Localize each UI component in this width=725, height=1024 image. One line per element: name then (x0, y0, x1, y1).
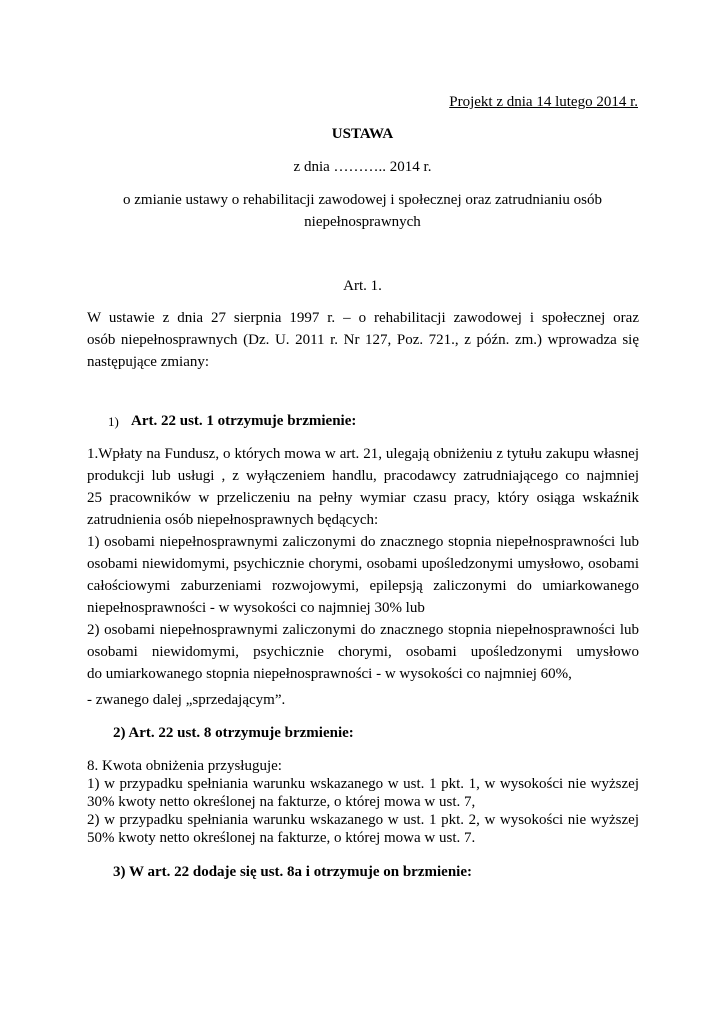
change-1-number: 1) (108, 414, 119, 429)
draft-date: Projekt z dnia 14 lutego 2014 r. (449, 94, 638, 110)
change-2-line: 1) w przypadku spełniania warunku wskazanego w ust. 1 pkt. 1, w wysokości nie wyższej (87, 776, 639, 792)
act-subject-line-2: niepełnosprawnych (304, 214, 421, 230)
change-2-line: 50% kwoty netto określonej na fakturze, o której mowa w ust. 7. (87, 830, 476, 846)
change-1-heading: Art. 22 ust. 1 otrzymuje brzmienie: (131, 413, 357, 429)
change-2-line: 8. Kwota obniżenia przysługuje: (87, 758, 282, 774)
article-intro-line: następujące zmiany: (87, 354, 210, 370)
change-2-line: 2) w przypadku spełniania warunku wskazanego w ust. 1 pkt. 2, w wysokości nie wyższej (87, 812, 639, 828)
change-1-closing: - zwanego dalej „sprzedającym”. (87, 692, 286, 708)
change-3-heading: 3) W art. 22 dodaje się ust. 8a i otrzymuje on brzmienie: (113, 864, 472, 880)
change-2-heading: 2) Art. 22 ust. 8 otrzymuje brzmienie: (113, 725, 354, 741)
change-1-line: produkcji lub usługi , z wyłączeniem handlu, pracodawcy zatrudniającego co najmniej (87, 468, 639, 484)
change-1-line: całościowymi zaburzeniami rozwojowymi, epilepsją zaliczonymi do umiarkowanego (87, 578, 639, 594)
change-1-line: niepełnosprawności - w wysokości co najmniej 30% lub (87, 600, 425, 616)
change-1-line: do umiarkowanego stopnia niepełnosprawności - w wysokości co najmniej 60%, (87, 666, 572, 682)
article-intro-line: W ustawie z dnia 27 sierpnia 1997 r. – o rehabilitacji zawodowej i społecznej oraz (87, 310, 639, 326)
article-intro-line: osób niepełnosprawnych (Dz. U. 2011 r. Nr 127, Poz. 721., z późn. zm.) wprowadza się (87, 332, 639, 348)
act-date: z dnia ……….. 2014 r. (293, 159, 432, 175)
change-1-line: zatrudnienia osób niepełnosprawnych będących: (87, 512, 379, 528)
change-1-line: 2) osobami niepełnosprawnymi zaliczonymi do znacznego stopnia niepełnosprawności lub (87, 622, 639, 638)
change-1-line: 25 pracowników w przeliczeniu na pełny wymiar czasu pracy, który osiąga wskaźnik (87, 490, 639, 506)
change-1-line: 1) osobami niepełnosprawnymi zaliczonymi do znacznego stopnia niepełnosprawności lub (87, 534, 639, 550)
change-1-line: osobami niewidomymi, psychicznie chorymi, osobami upośledzonymi umysłowo, osobami (87, 556, 639, 572)
change-1-line: 1.Wpłaty na Fundusz, o których mowa w art. 21, ulegają obniżeniu z tytułu zakupu własnej (87, 446, 639, 462)
change-1-line: osobami niewidomymi, psychicznie chorymi, osobami upośledzonymi umysłowo (87, 644, 639, 660)
change-2-line: 30% kwoty netto określonej na fakturze, o której mowa w ust. 7, (87, 794, 476, 810)
act-title: USTAWA (331, 126, 394, 142)
article-heading: Art. 1. (343, 278, 382, 294)
act-subject-line-1: o zmianie ustawy o rehabilitacji zawodowej i społecznej oraz zatrudnianiu osób (123, 192, 602, 208)
